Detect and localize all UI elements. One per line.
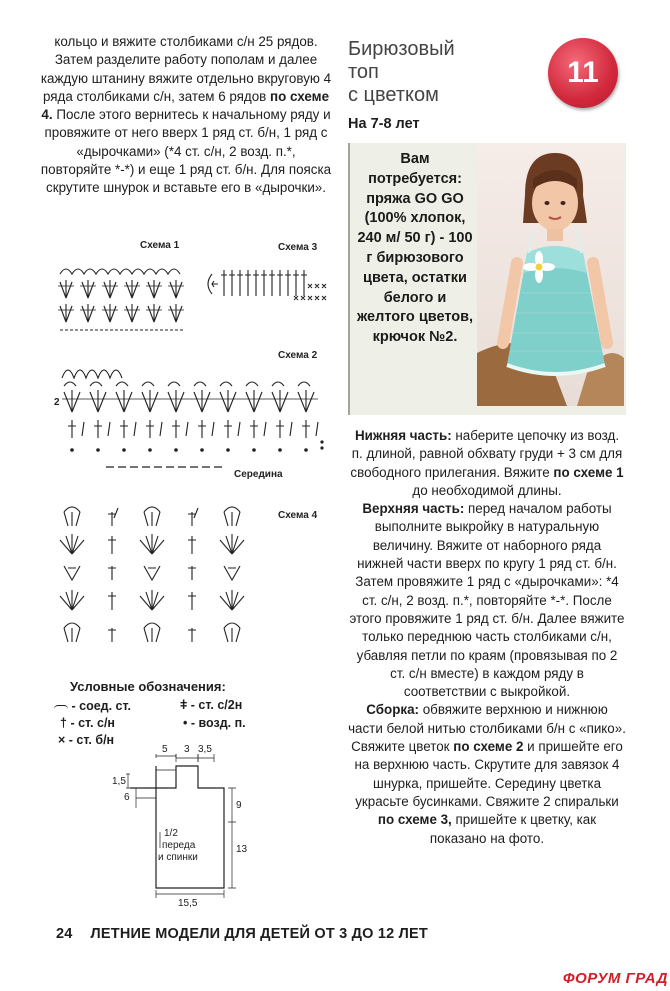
lower-part-bold: по схеме 1 xyxy=(553,464,624,480)
legend-single-crochet xyxy=(58,733,114,747)
chain-symbol-icon: • xyxy=(183,716,188,730)
upper-part-paragraph xyxy=(348,500,626,701)
scheme-1-label: Схема 1 xyxy=(140,240,180,251)
age-label: На 7-8 лет xyxy=(348,116,420,132)
lower-part-text-b: до необходимой длины. xyxy=(412,482,562,498)
dim-3-5: 3,5 xyxy=(198,744,212,755)
upper-part-label: Верхняя часть: xyxy=(362,501,465,517)
middle-label: Середина xyxy=(234,469,283,480)
legend-vozd-label: - возд. п. xyxy=(190,716,246,730)
double-treble-symbol-icon: ǂ xyxy=(180,698,188,712)
scheme-2-diagram xyxy=(60,362,330,456)
slip-stitch-symbol-icon xyxy=(54,705,68,709)
legend-s2n-label: - ст. с/2н xyxy=(190,698,243,712)
treble-symbol-icon: † xyxy=(60,716,67,730)
legend-soed-label: - соед. ст. xyxy=(71,699,131,713)
assembly-bold-2: по схеме 3, xyxy=(377,812,452,828)
assembly-bold-1: по схеме 2 xyxy=(453,739,524,755)
legend-double-treble xyxy=(180,698,242,712)
dim-6: 6 xyxy=(124,792,130,803)
title-line-1: Бирюзовый xyxy=(348,38,455,60)
part-label-3: и спинки xyxy=(158,852,198,863)
assembly-text-a: обвяжите верхнюю и нижнюю части белой нитью столбиками б/н с «пико». Свяжите цветок xyxy=(348,702,626,755)
dim-3: 3 xyxy=(184,744,190,755)
single-crochet-symbol-icon: × xyxy=(58,733,66,747)
materials-text: Вам потребуется: пряжа GO GO (100% хлопок, 240 м/ 50 г) - 100 г бирюзового цвета, остатки белого и желтого цветов, крючок №2. xyxy=(356,151,474,346)
lower-part-label: Нижняя часть: xyxy=(354,428,452,443)
middle-chain xyxy=(104,462,224,472)
dim-9: 9 xyxy=(236,800,242,811)
legend-title: Условные обозначения: xyxy=(70,679,226,694)
legend-chain xyxy=(183,716,246,730)
scheme-1-diagram xyxy=(58,262,188,334)
article-title xyxy=(348,38,518,107)
legend-treble xyxy=(60,716,115,730)
lower-part-text-a: наберите цепочку из возд. п. длиной, равной обхвату груди + 3 см для свободного прилегания. Вяжите xyxy=(350,428,623,480)
girl-photo xyxy=(477,143,624,406)
scheme-4-label: Схема 4 xyxy=(278,510,318,521)
title-line-3: с цветком xyxy=(348,84,439,106)
title-line-2: топ xyxy=(348,61,379,83)
lower-part-paragraph xyxy=(348,427,626,500)
assembly-label: Сборка: xyxy=(366,702,419,718)
forum-grad-logo: ФОРУМ ГРАД xyxy=(562,970,668,987)
legend-slip-stitch xyxy=(54,699,131,713)
scheme-4-diagram xyxy=(58,504,278,652)
intro-text-2: После этого вернитесь к начальному ряду и провяжите от него вверх 1 ряд ст. б/н, 1 ряд с «дырочками» (*4 ст. с/н, 2 возд. п.*, повторяйте *-*) и еще 1 ряд ст. б/н. Для пояска скрутите шнурок и вставьте его в «дырочки». xyxy=(40,107,332,196)
page-number: 24 xyxy=(56,926,73,942)
pattern-schematic xyxy=(100,744,260,909)
upper-part-text: перед началом работы выполните выкройку в натуральную величину. Вяжите от наборного ряда нижней части вверх по кругу 1 ряд ст. б/н. Затем провяжите 1 ряд с «дырочками»: *4 ст. с/н, 2 возд. п.*, повторяйте *-*. После этого провяжите 1 ряд ст. б/н. Далее вяжите только переднюю часть столбиками с/н, убавляя петли по краям (провязывая по 2 ст. с/н вместе) в каждом ряду в соответствии с выкройкой. xyxy=(349,501,625,700)
dim-1-5: 1,5 xyxy=(112,776,126,787)
dim-15-5: 15,5 xyxy=(178,898,198,909)
part-label-2: переда xyxy=(162,840,196,851)
page-footer xyxy=(56,926,428,942)
legend-sn-label: - ст. с/н xyxy=(70,716,115,730)
intro-text-1: кольцо и вяжите столбиками с/н 25 рядов. Затем разделите работу пополам и далее каждую штанину вяжите отдельно вкруговую 4 ряда столбиками с/н, затем 6 рядов xyxy=(40,34,332,104)
model-number-badge: 11 xyxy=(548,38,618,108)
part-label-1: 1/2 xyxy=(164,828,178,839)
dim-13: 13 xyxy=(236,844,248,855)
intro-text-bold: по схеме 4. xyxy=(41,88,330,123)
legend-bn-label: - ст. б/н xyxy=(68,733,115,747)
scheme-3-label: Схема 3 xyxy=(278,242,318,253)
assembly-paragraph xyxy=(348,701,626,847)
assembly-text-c: пришейте к цветку, как показано на фото. xyxy=(429,812,597,846)
scheme-2-label: Схема 2 xyxy=(278,350,318,361)
footer-title: ЛЕТНИЕ МОДЕЛИ ДЛЯ ДЕТЕЙ ОТ 3 ДО 12 ЛЕТ xyxy=(90,926,428,942)
scheme-2-row-number: 2 xyxy=(54,397,60,408)
assembly-text-b: и пришейте его на верхнюю часть. Скрутите для завязок 4 шнурка, пришейте. Середину цветка украсьте бусинками. Свяжите 2 спиральки xyxy=(354,739,623,809)
intro-paragraph xyxy=(40,33,332,198)
dim-5: 5 xyxy=(162,744,168,755)
instructions xyxy=(348,427,626,848)
scheme-3-diagram xyxy=(204,266,328,308)
